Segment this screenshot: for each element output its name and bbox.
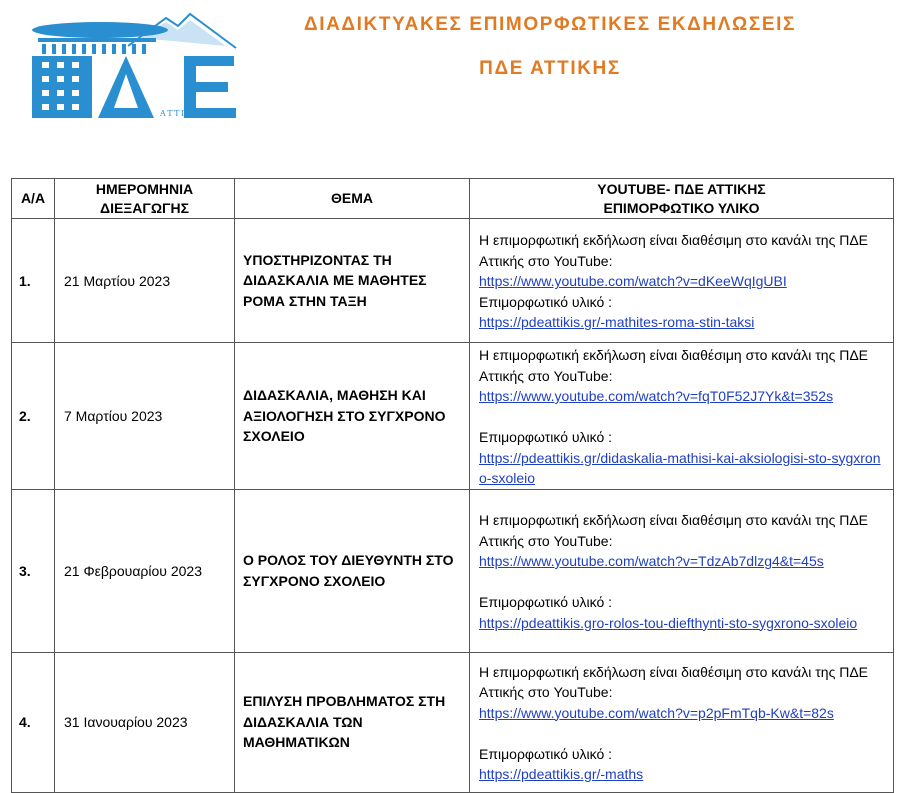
- col-header-youtube: [470, 179, 894, 219]
- row-youtube-cell: [470, 219, 894, 343]
- topic-line: ΔΙΔΑΣΚΑΛΙΑ, ΜΑΘΗΣΗ ΚΑΙ: [243, 387, 426, 403]
- youtube-link[interactable]: https://www.youtube.com/watch?v=dKeeWqIgUBI: [479, 273, 787, 290]
- events-table: [11, 178, 894, 793]
- col-header-date-line2: ΔΙΕΞΑΓΩΓΗΣ: [100, 199, 189, 216]
- col-header-date: [55, 179, 235, 219]
- material-label: Επιμορφωτικό υλικό :: [479, 594, 613, 610]
- pde-attikis-logo: [28, 8, 243, 122]
- spacer: [479, 407, 887, 428]
- youtube-link[interactable]: https://www.youtube.com/watch?v=p2pFmTqb-Kw&t=82s: [479, 704, 834, 721]
- col-header-youtube-line2: ΕΠΙΜΟΡΦΩΤΙΚΟ ΥΛΙΚΟ: [603, 199, 760, 216]
- spacer: [479, 572, 887, 593]
- material-link[interactable]: https://pdeattikis.gr/-maths: [479, 766, 644, 782]
- row-date: 7 Μαρτίου 2023: [55, 343, 235, 490]
- spacer: [479, 723, 887, 744]
- row-youtube-cell: [470, 489, 894, 652]
- table-row: [12, 652, 894, 792]
- row-number: 3.: [12, 489, 55, 652]
- table-row: [12, 343, 894, 490]
- row-date: 31 Ιανουαρίου 2023: [55, 652, 235, 792]
- table-header-row: [12, 179, 894, 219]
- topic-line: ΡΟΜΑ ΣΤΗΝ ΤΑΞΗ: [243, 292, 367, 309]
- material-link[interactable]: https://pdeattikis.gro-rolos-tou-diefthynti-sto-sygxrono-sxoleio: [479, 614, 858, 631]
- material-link[interactable]: https://pdeattikis.gr/didaskalia-mathisi-kai-aksiologisi-sto-sygxrono-sxoleio: [479, 449, 881, 486]
- youtube-intro: Η επιμορφωτική εκδήλωση είναι διαθέσιμη στο κανάλι της ΠΔΕ Αττικής στο YouTube:: [479, 347, 869, 384]
- col-header-num: Α/Α: [12, 179, 55, 219]
- row-date: 21 Φεβρουαρίου 2023: [55, 489, 235, 652]
- material-label: Επιμορφωτικό υλικό :: [479, 745, 613, 762]
- page-title: ΔΙΑΔΙΚΤΥΑΚΕΣ ΕΠΙΜΟΡΦΩΤΙΚΕΣ ΕΚΔΗΛΩΣΕΙΣ: [303, 14, 797, 35]
- row-topic: [235, 652, 470, 792]
- row-date: 21 Μαρτίου 2023: [55, 219, 235, 343]
- col-header-date-line1: ΗΜΕΡΟΜΗΝΙΑ: [95, 180, 194, 197]
- col-header-topic: ΘΕΜΑ: [235, 179, 470, 219]
- row-number: 1.: [12, 219, 55, 343]
- col-header-youtube-line1: YOUTUBE- ΠΔΕ ΑΤΤΙΚΗΣ: [597, 180, 766, 197]
- material-link[interactable]: https://pdeattikis.gr/-mathites-roma-stin-taksi: [479, 314, 755, 331]
- topic-line: ΥΠΟΣΤΗΡΙΖΟΝΤΑΣ ΤΗ: [243, 251, 392, 268]
- row-topic: [235, 219, 470, 343]
- topic-line: ΑΞΙΟΛΟΓΗΣΗ ΣΤΟ ΣΥΓΧΡΟΝΟ: [243, 407, 446, 424]
- youtube-intro: Η επιμορφωτική εκδήλωση είναι διαθέσιμη στο κανάλι της ΠΔΕ Αττικής στο YouTube:: [479, 232, 869, 269]
- row-youtube-cell: [470, 652, 894, 792]
- topic-line: ΔΙΔΑΣΚΑΛΙΑ ΤΩΝ: [243, 713, 363, 730]
- row-number: 2.: [12, 343, 55, 490]
- row-number: 4.: [12, 652, 55, 792]
- youtube-link[interactable]: https://www.youtube.com/watch?v=fqT0F52J7Yk&t=352s: [479, 388, 834, 404]
- logo-subtext: ΑΤΤΙΚΗΣ: [160, 109, 209, 118]
- row-topic: [235, 343, 470, 490]
- youtube-intro: Η επιμορφωτική εκδήλωση είναι διαθέσιμη στο κανάλι της ΠΔΕ Αττικής στο YouTube:: [479, 663, 869, 700]
- topic-line: Ο ΡΟΛΟΣ ΤΟΥ ΔΙΕΥΘΥΝΤΗ ΣΤΟ: [243, 552, 454, 568]
- page-subtitle: ΠΔΕ ΑΤΤΙΚΗΣ: [479, 58, 621, 79]
- youtube-link[interactable]: https://www.youtube.com/watch?v=TdzAb7dlzg4&t=45s: [479, 553, 824, 569]
- row-topic: [235, 489, 470, 652]
- topic-line: ΔΙΔΑΣΚΑΛΙΑ ΜΕ ΜΑΘΗΤΕΣ: [243, 272, 427, 289]
- material-label: Επιμορφωτικό υλικό :: [479, 293, 613, 310]
- table-row: [12, 489, 894, 652]
- table-row: [12, 219, 894, 343]
- topic-line: ΕΠΙΛΥΣΗ ΠΡΟΒΛΗΜΑΤΟΣ ΣΤΗ: [243, 693, 446, 710]
- youtube-intro: Η επιμορφωτική εκδήλωση είναι διαθέσιμη στο κανάλι της ΠΔΕ Αττικής στο YouTube:: [479, 512, 869, 549]
- material-label: Επιμορφωτικό υλικό :: [479, 429, 613, 445]
- row-youtube-cell: [470, 343, 894, 490]
- topic-line: ΜΑΘΗΜΑΤΙΚΩΝ: [243, 734, 350, 751]
- topic-line: ΣΧΟΛΕΙΟ: [243, 428, 305, 444]
- topic-line: ΣΥΓΧΡΟΝΟ ΣΧΟΛΕΙΟ: [243, 572, 386, 589]
